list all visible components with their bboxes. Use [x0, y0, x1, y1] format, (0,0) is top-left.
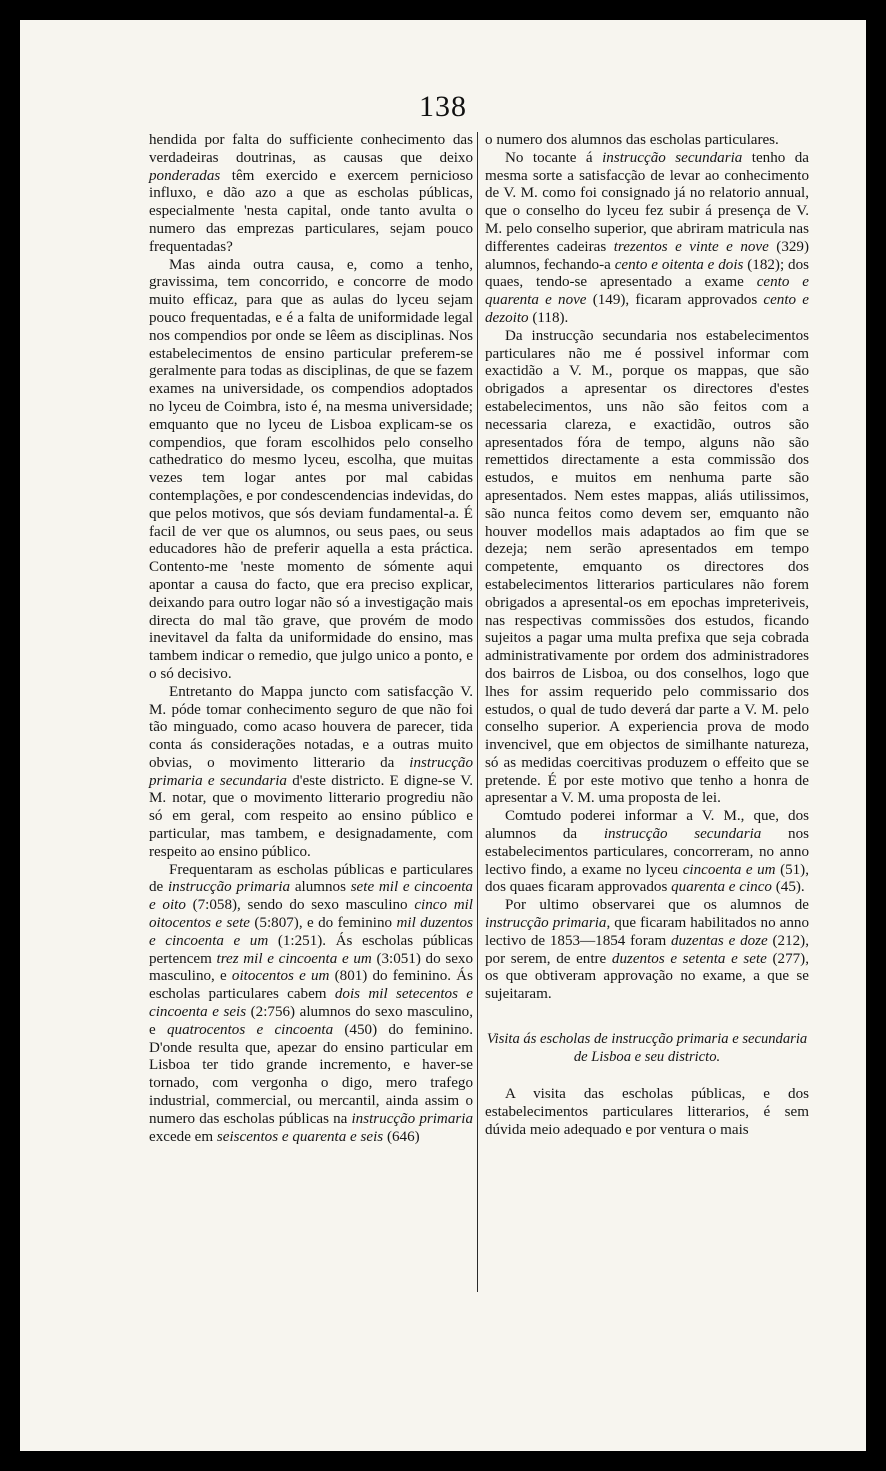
- italic-run: ponderadas: [149, 167, 221, 184]
- text-run: (45).: [771, 879, 805, 896]
- paragraph: [485, 897, 809, 1004]
- text-run: (212), por serem, de entre: [485, 932, 809, 967]
- paragraph: [149, 132, 473, 257]
- text-run: tenho da mesma sorte a satisfacção de levar ao conhecimento de V. M. como foi consignado já no relatorio annual, que o conselho do lyceu fez subir á presença de V. M. pelo conselho superior, que abriram matricula nas differentes cadeiras: [485, 149, 810, 255]
- italic-run: mil duzentos e cincoenta e um: [149, 915, 473, 949]
- italic-run: cento e dezoito: [485, 292, 809, 326]
- paragraph: [485, 150, 809, 328]
- text-run: (329) alumnos, fechando-a: [485, 238, 809, 273]
- paragraph: [485, 1086, 809, 1139]
- paragraph: [485, 132, 809, 150]
- text-run: (3:051) do sexo masculino, e: [149, 950, 473, 985]
- text-run: Comtudo poderei informar a V. M., que, dos alumnos da: [485, 808, 809, 843]
- italic-run: instrucção primaria: [351, 1110, 473, 1127]
- italic-run: instrucção primaria: [485, 915, 607, 932]
- text-run: Frequentaram as escholas públicas e particulares de: [149, 861, 473, 896]
- text-run: têm exercido e exercem pernicioso influxo, e dão azo a que as escholas públicas, especialmente 'nesta capital, onde tanto avulta o numero das emprezas particulares, sejam pouco frequentadas?: [149, 167, 473, 255]
- text-run: (149), ficaram approvados: [586, 292, 764, 309]
- text-run: No tocante á: [505, 149, 603, 166]
- italic-run: seiscentos e quarenta e seis: [216, 1128, 384, 1145]
- italic-run: cincoenta e um: [682, 861, 776, 878]
- text-run: (7:058), sendo do sexo masculino: [185, 897, 415, 914]
- text-run: (646): [383, 1128, 420, 1145]
- text-run: Entretanto do Mappa juncto com satisfacção V. M. póde tomar conhecimento seguro de que não foi tão minguado, como acaso houvera de parecer, tida conta ás considerações notadas, e a outras muito obvias, o movimento litterario da: [149, 683, 473, 771]
- italic-run: instrucção primaria: [167, 879, 291, 896]
- text-run: (277), os que obtiveram approvação no exame, a que se sujeitaram.: [485, 950, 809, 1003]
- right-column: [485, 132, 809, 1139]
- italic-run: duzentas e doze: [670, 932, 768, 949]
- text-run: Da instrucção secundaria nos estabelecimentos particulares não me é possivel informar com exactidão a V. M., porque os mappas, que são obrigados a apresentar os directores d'estes estabelecimentos, uns não são feitos com a necessaria clareza, e exactidão, outros são apresentados fóra de tempo, alguns não são remettidos directamente a esta commissão dos estudos, e muitos em nenhuma parte são apresentados. Nem estes mappas, aliás utilissimos, são nunca feitos como devem ser, emquanto não houver modellos mais adaptados ao fim que se dezeja; nem serão apresentados em tempo competente, emquanto os directores dos estabelecimentos litterarios particulares não forem obrigados a apresental-os em epochas impreteriveis, nas respectivas commissões dos estudos, ficando sujeitos a pagar uma multa prefixa que seja cobrada administrativamente por ordem dos administradores dos bairros de Lisboa, ou dos conselhos, logo que lhes for assim requerido pelo commissario dos estudos, o qual de tudo deverá dar parte a V. M. pelo conselho superior. A experiencia prova de modo invencivel, que em objectos de similhante natureza, só as medidas coercitivas produzem o effeito que se pretende. É por este motivo que tenho a honra de apresentar a V. M. uma proposta de lei.: [485, 327, 809, 807]
- text-run: , que ficaram habilitados no anno lectivo de 1853—1854 foram: [485, 915, 810, 949]
- text-run: (182); dos quaes, tendo-se apresentado a exame: [485, 256, 809, 291]
- italic-run: oitocentos e um: [231, 968, 330, 985]
- italic-run: cento e quarenta e nove: [485, 274, 809, 309]
- text-run: alumnos: [290, 879, 351, 896]
- column-divider: [477, 132, 478, 1292]
- text-run: Mas ainda outra causa, e, como a tenho, gravissima, tem concorrido, e concorre de modo muito efficaz, para que as aulas do lyceu sejam pouco frequentadas, e é a falta de uniformidade legal nos compendios por onde se lêem as disciplinas. Nos estabelecimentos de ensino particular preferem-se geralmente para todas as disciplinas, de que se fazem exames na universidade, os compendios adoptados no lyceu de Coimbra, isto é, na mesma universidade; emquanto que no lyceu de Lisboa explicam-se os compendios, que foram escolhidos pelo conselho cathedratico do mesmo lyceu, escolha, que muitas vezes tem logar antes por mal cabidas contemplações, e por condescendencias indevidas, do que pelos motivos, que sós deviam fundamental-a. É facil de ver que os alumnos, ou seus paes, ou seus educadores hão de preferir aquella a esta práctica. Contento-me 'neste momento de sómente aqui apontar a causa do facto, que era preciso explicar, deixando para outro logar não só a investigação mais directa do mal tão grave, que provém de modo inevitavel da falta da uniformidade do ensino, mas tambem indicar o remedio, que julgo unico a ponto, e o só decisivo.: [149, 256, 473, 682]
- paragraph: [149, 862, 473, 1147]
- text-run: Por ultimo observarei que os alumnos de: [505, 897, 809, 914]
- page-number: 138: [419, 90, 467, 123]
- text-run: (2:756) alumnos do sexo masculino, e: [149, 1004, 473, 1038]
- italic-run: instrucção secundaria: [603, 826, 762, 843]
- paragraph: [485, 328, 809, 809]
- text-run: (450) do feminino. D'onde resulta que, apezar do ensino particular em Lisboa ter tido grande incremento, e haver-se tornado, com vergonha o digo, mero trafego industrial, commercial, ou mercantil, ainda assim o numero das escholas públicas na: [149, 1021, 473, 1127]
- text-run: (801) do feminino. Ás escholas particulares cabem: [149, 968, 474, 1003]
- section-heading: [485, 1030, 809, 1066]
- italic-run: sete mil e cincoenta e oito: [149, 879, 473, 914]
- text-run: A visita das escholas públicas, e dos estabelecimentos particulares litterarios, é sem dúvida meio adequado e por ventura o mais: [485, 1086, 809, 1138]
- italic-run: duzentos e setenta e sete: [611, 950, 767, 967]
- paragraph: [149, 257, 473, 684]
- italic-run: dois mil setecentos e cincoenta e seis: [149, 986, 473, 1021]
- text-run: excede em: [149, 1128, 217, 1145]
- paragraph: [485, 808, 809, 897]
- italic-run: instrucção primaria e secundaria: [149, 754, 473, 789]
- text-run: o numero dos alumnos das escholas particulares.: [485, 132, 779, 148]
- text-run: (51), dos quaes ficaram approvados: [485, 861, 809, 896]
- left-column: [149, 132, 473, 1146]
- italic-run: trez mil e cincoenta e um: [216, 950, 372, 967]
- document-page: [20, 20, 866, 1451]
- text-run: (5:807), e do feminino: [250, 915, 397, 932]
- italic-run: cento e oitenta e dois: [614, 256, 744, 273]
- italic-run: quarenta e cinco: [671, 879, 772, 896]
- italic-run: quatrocentos e cincoenta: [166, 1021, 334, 1038]
- paragraph: [149, 684, 473, 862]
- text-run: (118).: [528, 309, 569, 326]
- italic-run: instrucção secundaria: [602, 149, 743, 166]
- text-run: hendida por falta do sufficiente conhecimento das verdadeiras doutrinas, as causas que deixo: [149, 132, 473, 166]
- text-run: nos estabelecimentos particulares, concorreram, no anno lectivo findo, a exame no lyceu: [485, 826, 809, 878]
- text-run: d'este districto. E digne-se V. M. notar, que o movimento litterario progrediu não só em geral, com respeito ao ensino público e particular, mas tambem, e designadamente, com respeito ao ensino público.: [149, 772, 473, 860]
- italic-run: cinco mil oitocentos e sete: [149, 897, 473, 932]
- text-run: (1:251). Ás escholas públicas pertencem: [149, 932, 473, 967]
- italic-run: Visita ás escholas de instrucção primaria e secundaria de Lisboa e seu districto.: [486, 1031, 808, 1066]
- italic-run: trezentos e vinte e nove: [613, 238, 769, 255]
